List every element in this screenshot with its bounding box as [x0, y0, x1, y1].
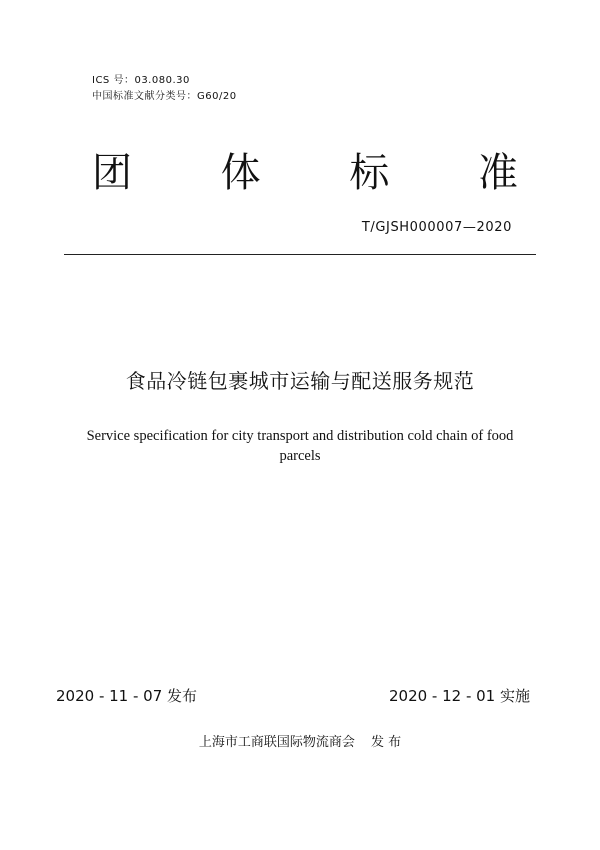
classification-number: 中国标准文献分类号：G60/20 — [92, 91, 237, 102]
header-divider — [64, 254, 536, 255]
publisher-line — [0, 733, 600, 753]
chinese-title: 食品冷链包裹城市运输与配送服务规范 — [125, 369, 475, 393]
ics-info — [92, 73, 237, 105]
title-char-1: 团 — [92, 150, 132, 196]
title-char-3: 标 — [349, 150, 390, 196]
title-char-2: 体 — [220, 150, 261, 196]
publisher-name: 上海市工商联国际物流商会 — [198, 735, 355, 750]
implementation-date: 2020 - 12 - 01 实施 — [388, 687, 530, 705]
publish-date: 2020 - 11 - 07 发布 — [56, 687, 198, 705]
english-title-line-1: Service specification for city transport and distribution cold chain of food — [86, 428, 514, 444]
publish-label: 发 布 — [370, 735, 402, 750]
standard-code: T/GJSH000007—2020 — [361, 220, 512, 235]
document-type-title — [92, 148, 518, 198]
title-char-4: 准 — [477, 150, 518, 196]
english-title-line-2: parcels — [279, 448, 321, 464]
english-title — [40, 426, 560, 466]
ics-number: ICS 号：03.080.30 — [92, 75, 190, 86]
